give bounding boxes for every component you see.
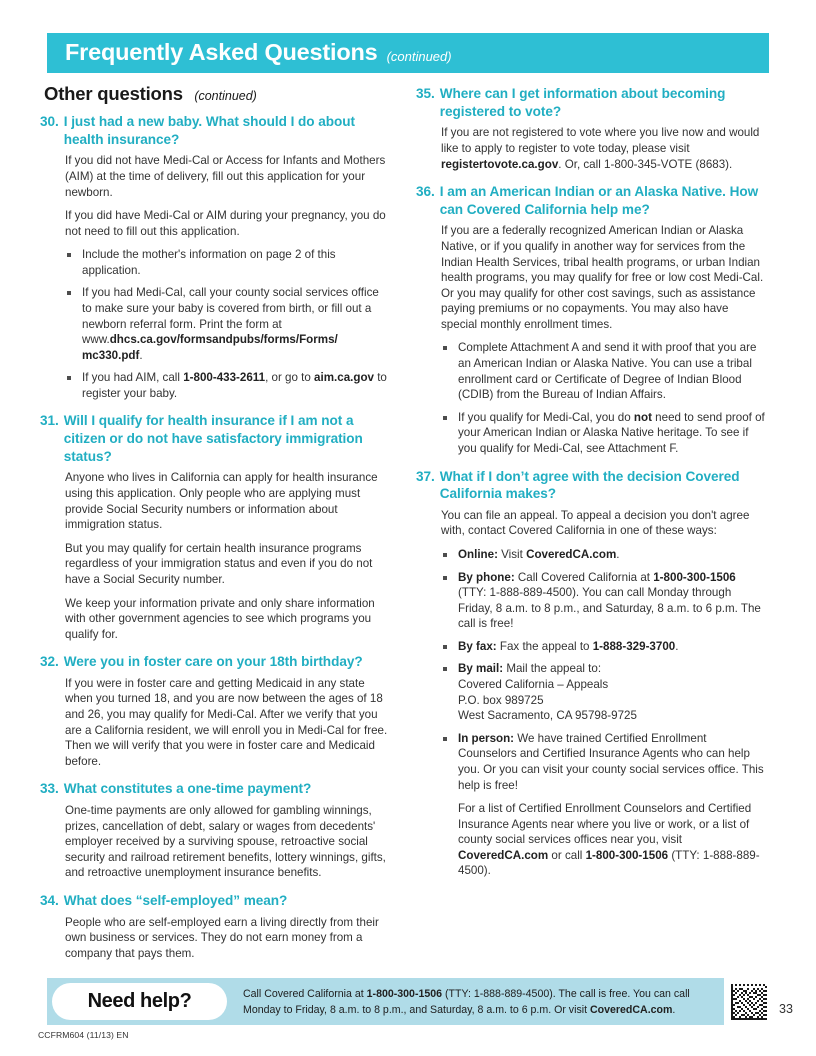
faq-answer-bullet-list <box>65 247 391 401</box>
faq-answer-body <box>40 803 391 881</box>
faq-item <box>416 183 767 456</box>
faq-item <box>416 85 767 172</box>
datamatrix-barcode <box>731 984 767 1020</box>
faq-answer-paragraph: If you were in foster care and getting Medicaid in any state when you turned 18, and you are now between the ages of 18 and 26, you may qualify for Medi-Cal. After we verify that you are a California resident, we will enroll you in Medi-Cal for free. Then we will verify that you were in foster care and Medicaid before. <box>65 676 388 768</box>
faq-answer-bullet-list <box>441 547 767 879</box>
faq-question-heading <box>40 653 391 671</box>
faq-question-number: 34. <box>40 892 59 908</box>
faq-answer-bullet-item: Complete Attachment A and send it with proof that you are an American Indian or Alaska Native. You can use a tribal enrollment card or Certificate of Degree of Indian Blood (CDIB) from the Bureau of Indian Affairs. <box>441 340 767 402</box>
faq-answer-paragraph: If you are not registered to vote where you live now and would like to apply to register to vote today, please visit registertovote.ca.gov. Or, call 1-800-345-VOTE (8683). <box>441 126 760 171</box>
left-column <box>40 85 391 972</box>
faq-answer-bullet-item: In person: We have trained Certified Enrollment Counselors and Certified Insurance Agents who can help you. Or you can visit your county social services office. This help is free! For a list of Certified Enrollment Counselors and Certified Insurance Agents near where you live or work, or a list of county social services offices near you, visit CoveredCA.com or call 1-800-300-1506 (TTY: 1-888-889-4500). <box>441 731 767 879</box>
faq-answer-body <box>40 153 391 401</box>
page-title-continued: (continued) <box>386 48 452 64</box>
page-number: 33 <box>779 1002 793 1016</box>
section-heading-continued: (continued) <box>194 89 257 103</box>
footer-contact-text: Call Covered California at 1-800-300-1506 (TTY: 1-888-889-4500). The call is free. You can call Monday to Friday, 8 a.m. to 8 p.m., and Saturday, 8 a.m. to 6 p.m. Or visit CoveredCA.com. <box>243 988 690 1017</box>
page-header-banner <box>47 33 769 73</box>
faq-answer-paragraph: If you did have Medi-Cal or AIM during your pregnancy, you do not need to fill out this application. <box>65 209 386 238</box>
faq-question-heading <box>416 85 767 120</box>
need-help-footer-band <box>47 978 724 1025</box>
faq-answer-paragraph: If you are a federally recognized American Indian or Alaska Native, or if you qualify in another way for services from the Indian Health Services, tribal health programs, or urban Indian health programs, you may qualify for free or low cost Medi-Cal. Or you may qualify for other cost savings, such as assistance paying premiums or no copayments. You may also have special monthly enrollment times. <box>441 224 764 331</box>
faq-answer-bullet-list <box>441 340 767 456</box>
section-heading-title: Other questions <box>44 83 183 104</box>
faq-answer-bullet-item: By phone: Call Covered California at 1-800-300-1506 (TTY: 1-888-889-4500). You can call Monday through Friday, 8 a.m. to 8 p.m., and Saturday, 8 a.m. to 6 p.m. The call is free! <box>441 570 767 632</box>
faq-answer-body <box>40 915 391 962</box>
faq-answer-paragraph: If you did not have Medi-Cal or Access for Infants and Mothers (AIM) at the time of delivery, fill out this application for your newborn. <box>65 154 386 199</box>
faq-answer-paragraph: We keep your information private and only share information with other government agencies to see which programs you qualify for. <box>65 596 375 641</box>
faq-question-text: What constitutes a one-time payment? <box>63 781 312 797</box>
content-columns <box>40 85 776 972</box>
faq-question-number: 36. <box>416 184 435 200</box>
section-heading <box>44 85 391 104</box>
faq-item <box>416 468 767 879</box>
faq-item <box>40 780 391 881</box>
faq-item <box>40 412 391 642</box>
need-help-label: Need help? <box>87 990 192 1012</box>
faq-answer-bullet-item: If you had AIM, call 1-800-433-2611, or go to aim.ca.gov to register your baby. <box>65 370 391 401</box>
faq-question-text: Will I qualify for health insurance if I am not a citizen or do not have satisfactory immigration status? <box>63 413 363 464</box>
faq-question-text: Where can I get information about becoming registered to vote? <box>439 86 726 119</box>
faq-question-number: 30. <box>40 114 59 129</box>
faq-answer-bullet-item: If you qualify for Medi-Cal, you do not need to send proof of your American Indian or Alaska Native heritage. To see if you qualify for Medi-Cal, see Attachment F. <box>441 410 767 457</box>
faq-question-text: I am an American Indian or an Alaska Native. How can Covered California help me? <box>439 184 759 217</box>
faq-answer-paragraph: Anyone who lives in California can apply for health insurance using this application. Only people who are applying must provide Social Security numbers or information about immigration status. <box>65 471 378 532</box>
faq-answer-paragraph: People who are self-employed earn a living directly from their own business or services. They do not earn money from a company that pays them. <box>65 915 379 960</box>
faq-question-heading <box>40 892 391 910</box>
faq-question-heading <box>40 412 391 465</box>
faq-question-heading <box>416 183 767 218</box>
faq-answer-paragraph: You can file an appeal. To appeal a decision you don't agree with, contact Covered California in one of these ways: <box>441 508 750 538</box>
faq-question-number: 37. <box>416 468 435 484</box>
faq-answer-bullet-item: By fax: Fax the appeal to 1-888-329-3700. <box>441 639 767 655</box>
faq-question-number: 35. <box>416 86 435 101</box>
faq-answer-body <box>40 676 391 769</box>
faq-question-number: 33. <box>40 781 59 797</box>
faq-question-text: What does “self-employed” mean? <box>63 892 288 908</box>
faq-answer-body <box>40 470 391 642</box>
faq-question-number: 32. <box>40 654 59 670</box>
faq-answer-paragraph: But you may qualify for certain health insurance programs regardless of your immigration status and even if you do not have a Social Security number. <box>65 541 373 586</box>
form-code: CCFRM604 (11/13) EN <box>38 1030 129 1040</box>
faq-question-number: 31. <box>40 413 59 429</box>
faq-answer-bullet-item: By mail: Mail the appeal to: Covered California – Appeals P.O. box 989725 West Sacramento, CA 95798-9725 <box>441 661 767 723</box>
faq-item <box>40 113 391 401</box>
faq-answer-bullet-item: Online: Visit CoveredCA.com. <box>441 547 767 563</box>
faq-question-heading <box>416 468 767 503</box>
faq-question-text: Were you in foster care on your 18th birthday? <box>63 654 363 670</box>
faq-answer-body <box>416 125 767 172</box>
faq-item <box>40 892 391 961</box>
faq-question-text: I just had a new baby. What should I do about health insurance? <box>63 114 356 147</box>
faq-question-text: What if I don’t agree with the decision Covered California makes? <box>439 468 740 502</box>
faq-answer-body <box>416 508 767 879</box>
faq-question-heading <box>40 780 391 798</box>
faq-answer-bullet-item: If you had Medi-Cal, call your county social services office to make sure your baby is covered from birth, or fill out a newborn referral form. Print the form at www.dhcs.ca.gov/formsandpubs/forms/Forms/ mc330.pdf. <box>65 285 391 363</box>
right-column <box>416 85 767 972</box>
faq-item <box>40 653 391 769</box>
faq-answer-paragraph: One-time payments are only allowed for gambling winnings, prizes, cancellation of debt, salary or wages from decedents' employer received by a surviving spouse, retroactive social security and railroad retirement benefits, lottery winnings, gifts, and retroactive unemployment insurance benefits. <box>65 804 386 880</box>
need-help-pill <box>52 983 227 1020</box>
faq-question-heading <box>40 113 391 148</box>
faq-answer-body <box>416 223 767 456</box>
faq-answer-bullet-item: Include the mother's information on page 2 of this application. <box>65 247 391 278</box>
page-title: Frequently Asked Questions <box>65 39 378 66</box>
